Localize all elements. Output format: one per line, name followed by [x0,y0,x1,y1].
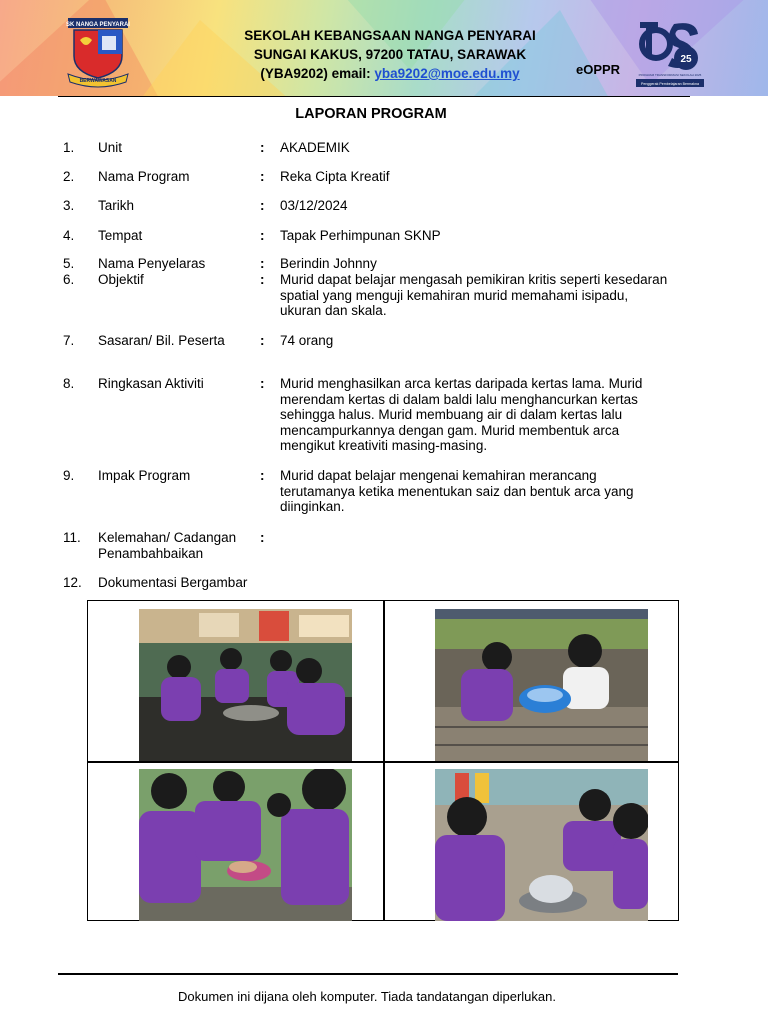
photo-students-basin[interactable] [435,609,648,761]
photo-students-sculpting[interactable] [435,769,648,921]
photo-students-circle[interactable] [139,609,352,761]
svg-text:25: 25 [680,54,692,65]
field-value: AKADEMIK [280,140,350,155]
field-value: Murid dapat belajar mengenai kemahiran merancang terutamanya ketika menentukan saiz dan bentuk arca yang diinginkan. [280,468,634,514]
svg-text:PROGRAM TRANSFORMASI SEKOLAH 2: PROGRAM TRANSFORMASI SEKOLAH 2025 [638,73,702,77]
field-number: 4. [63,228,75,243]
field-label: Nama Penyelaras [98,256,206,271]
field-label: Objektif [98,272,144,287]
field-value: 03/12/2024 [280,198,348,213]
footer-note: Dokumen ini dijana oleh komputer. Tiada tandatangan diperlukan. [178,989,556,1004]
svg-text:Penggerak Pembelajaran Bermakn: Penggerak Pembelajaran Bermakna [641,82,699,86]
school-name: SEKOLAH KEBANGSAAN NANGA PENYARAI [244,28,536,43]
field-label: Nama Program [98,169,190,184]
field-colon: : [260,530,265,545]
field-number: 8. [63,376,75,391]
field-value: Berindin Johnny [280,256,377,271]
field-number: 6. [63,272,75,287]
field-number: 12. [63,575,82,590]
field-number: 2. [63,169,75,184]
grid-divider [88,761,678,763]
footer-divider [58,973,678,975]
field-colon: : [260,468,265,483]
school-crest-icon [64,16,132,88]
field-label: Tempat [98,228,143,243]
field-number: 1. [63,140,75,155]
field-colon: : [260,228,265,243]
field-colon: : [260,169,265,184]
field-label: Unit [98,140,123,155]
school-address: SUNGAI KAKUS, 97200 TATAU, SARAWAK [253,47,527,62]
field-value: Murid menghasilkan arca kertas daripada kertas lama. Murid merendam kertas di dalam baldi lalu menghancurkan kertas sehingga halus. Murid membuang air di dalam kertas lalu mencampurkannya dengan gam. Murid membentuk arca mengikut kreativiti masing-masing. [280,376,643,453]
svg-text:SK NANGA PENYARAI: SK NANGA PENYARAI [66,22,130,28]
ts25-logo-icon [634,16,706,90]
field-label: Impak Program [98,468,191,483]
letterhead-banner [0,0,768,96]
svg-text:BERWAWASAN: BERWAWASAN [79,78,117,84]
field-colon: : [260,198,265,213]
field-number: 9. [63,468,75,483]
field-label: Sasaran/ Bil. Peserta [98,333,225,348]
field-value: 74 orang [280,333,334,348]
field-value: Tapak Perhimpunan SKNP [280,228,441,243]
field-number: 5. [63,256,75,271]
field-colon: : [260,256,265,271]
email-link[interactable]: yba9202@moe.edu.my [374,66,520,81]
field-number: 7. [63,333,75,348]
field-value: Reka Cipta Kreatif [280,169,390,184]
field-number: 3. [63,198,75,213]
header-divider [58,96,690,97]
system-label: eOPPR [576,62,621,77]
report-title: LAPORAN PROGRAM [295,106,447,122]
field-number: 11. [63,530,81,545]
field-label: Dokumentasi Bergambar [98,575,248,590]
photo-students-mixing[interactable] [139,769,352,921]
photo-grid [87,600,679,921]
field-label: Tarikh [98,198,135,213]
field-colon: : [260,272,265,287]
school-letterhead [190,26,590,83]
field-colon: : [260,376,265,391]
field-colon: : [260,333,265,348]
field-value: Murid dapat belajar mengasah pemikiran kritis seperti kesedaran spatial yang menguji kemahiran murid memahami isipadu, ukuran dan skala. [280,272,668,318]
field-label: Kelemahan/ Cadangan Penambahbaikan [98,530,237,561]
field-label: Ringkasan Aktiviti [98,376,204,391]
school-contact: (YBA9202) email: yba9202@moe.edu.my [260,66,520,81]
field-colon: : [260,140,265,155]
